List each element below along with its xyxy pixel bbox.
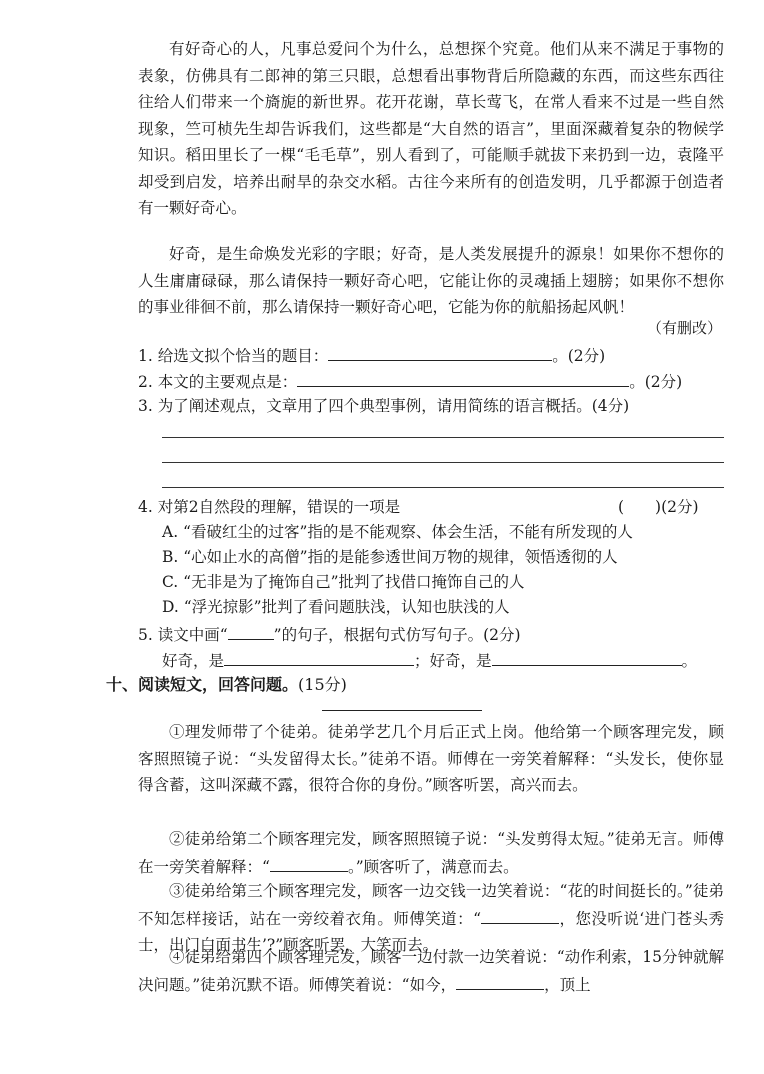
question-5-imitation bbox=[162, 647, 697, 671]
story-blank-1[interactable] bbox=[270, 853, 348, 872]
question-5 bbox=[138, 621, 521, 645]
story-paragraph-1: ①理发师带了个徒弟。徒弟学艺几个月后正式上岗。他给第一个顾客理完发，顾客照照镜子说：“头发留得太长。”徒弟不语。师傅在一旁笑着解释：“头发长，使你显得含蓄，这叫深藏不露，很符合你的身份。”顾客听罢，高兴而去。 bbox=[138, 723, 724, 794]
imitation-blank-1[interactable] bbox=[224, 647, 414, 666]
story-paragraph-2-text-a: ②徒弟给第二个顾客理完发，顾客照照镜子说：“头发剪得太短。”徒弟无言。师傅在一旁笑着解释：“ bbox=[138, 830, 724, 876]
question-2-text: 2. 本文的主要观点是： bbox=[138, 373, 298, 391]
story-paragraph-2 bbox=[138, 826, 724, 880]
section-10-title: 十、阅读短文，回答问题。 bbox=[106, 675, 299, 694]
imitation-lead-2: ；好奇，是 bbox=[414, 652, 492, 670]
question-5-underline-sample bbox=[228, 621, 274, 640]
question-2 bbox=[138, 368, 682, 392]
question-4-option-b[interactable]: B. “心如止水的高僧”指的是能参透世间万物的规律，领悟透彻的人 bbox=[162, 548, 618, 566]
imitation-lead-1: 好奇，是 bbox=[162, 652, 225, 670]
question-3-answer-line-3[interactable] bbox=[162, 487, 724, 488]
story-paragraph-3-text-b: ，您没听说‘进门苍头秀士，出门白面书生’?”顾客听罢，大笑而去。 bbox=[138, 909, 724, 954]
passage-paragraph-1: 有好奇心的人，凡事总爱问个为什么，总想探个究竟。他们从来不满足于事物的表象，仿佛具有二郎神的第三只眼，总想看出事物背后所隐藏的东西，而这些东西往往给人们带来一个旖旎的新世界。花开花谢，草长莺飞，在常人看来不过是一些自然现象，竺可桢先生却告诉我们，这些都是“大自然的语言”，里面深藏着复杂的物候学知识。稻田里长了一棵“毛毛草”，别人看到了，可能顺手就拔下来扔到一边，袁隆平却受到启发，培养出耐旱的杂交水稻。古往今来所有的创造发明，几乎都源于创造者有一颗好奇心。 bbox=[138, 40, 724, 217]
story-blank-2[interactable] bbox=[481, 905, 559, 924]
question-4-option-c[interactable]: C. “无非是为了掩饰自己”批判了找借口掩饰自己的人 bbox=[162, 573, 525, 591]
question-4-option-a[interactable]: A. “看破红尘的过客”指的是不能观察、体会生活，不能有所发现的人 bbox=[162, 523, 633, 541]
question-1 bbox=[138, 342, 605, 366]
story-paragraph-4-text-a: ④徒弟给第四个顾客理完发，顾客一边付款一边笑着说：“动作利索，15分钟就解决问题。”徒弟沉默不语。师傅笑着说：“如今， bbox=[138, 948, 724, 994]
question-4-answer-bracket[interactable]: ( )(2分) bbox=[618, 498, 699, 516]
imitation-blank-2[interactable] bbox=[492, 647, 682, 666]
question-2-points: 。(2分) bbox=[629, 373, 683, 391]
question-5-text: 5. 读文中画“ bbox=[138, 626, 228, 644]
question-4-option-d[interactable]: D. “浮光掠影”批判了看问题肤浅，认知也肤浅的人 bbox=[162, 598, 510, 616]
edited-note: （有删改） bbox=[646, 319, 722, 337]
question-1-points: 。(2分) bbox=[552, 347, 606, 365]
section-10-heading bbox=[106, 672, 347, 695]
question-1-answer-blank[interactable] bbox=[328, 342, 552, 361]
story-paragraph-2-text-b: 。”顾客听了，满意而去。 bbox=[347, 857, 519, 876]
passage-paragraph-2: 好奇，是生命焕发光彩的字眼；好奇，是人类发展提升的源泉！如果你不想你的人生庸庸碌碌，那么请保持一颗好奇心吧，它能让你的灵魂插上翅膀；如果你不想你的事业徘徊不前，那么请保持一颗好奇心吧，它能为你的航船扬起风帆！ bbox=[138, 245, 724, 316]
story-blank-3[interactable] bbox=[456, 971, 544, 990]
story-paragraph-4-text-b: ，顶上 bbox=[544, 975, 591, 994]
question-3: 3. 为了阐述观点，文章用了四个典型事例，请用简练的语言概括。(4分) bbox=[138, 397, 630, 415]
question-4: 4. 对第2自然段的理解，错误的一项是 bbox=[138, 498, 401, 516]
question-3-answer-line-2[interactable] bbox=[162, 462, 724, 463]
question-2-answer-blank[interactable] bbox=[297, 368, 629, 387]
question-3-answer-line-1[interactable] bbox=[162, 437, 724, 438]
story-paragraph-3-text-a: ③徒弟给第三个顾客理完发，顾客一边交钱一边笑着说：“花的时间挺长的。”徒弟不知怎样接话，站在一旁绞着衣角。师傅笑道：“ bbox=[138, 882, 724, 928]
passage-title-blank[interactable] bbox=[322, 710, 482, 711]
question-5-instruction: ”的句子，根据句式仿写句子。(2分) bbox=[273, 626, 521, 644]
question-1-text: 1. 给选文拟个恰当的题目： bbox=[138, 347, 329, 365]
section-10-points: (15分) bbox=[298, 675, 347, 694]
imitation-end: 。 bbox=[681, 652, 698, 670]
story-paragraph-4 bbox=[138, 944, 724, 998]
